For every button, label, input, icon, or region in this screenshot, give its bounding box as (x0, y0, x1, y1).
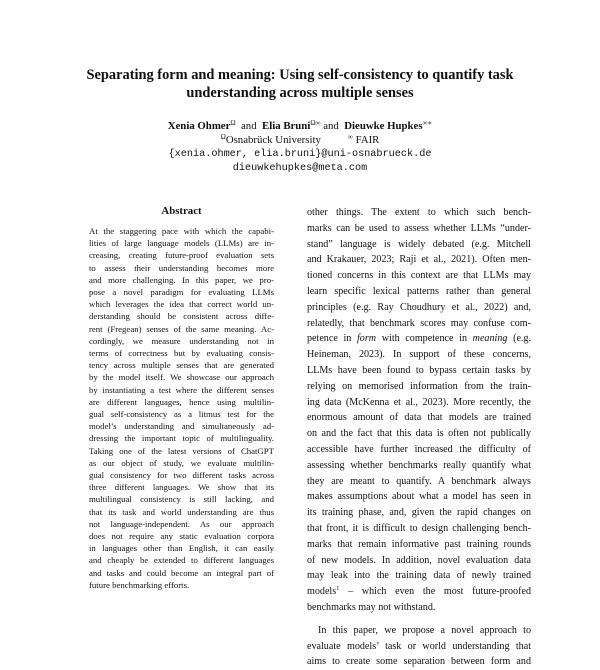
body-line: benchmarks may not withstand. (307, 601, 436, 613)
footnote-marker[interactable]: 1 (336, 585, 340, 593)
body-line: relying on memorised information from the train- (307, 380, 531, 392)
body-line: its training phase, and, given the rapid changes on (307, 507, 531, 519)
abstract-line: gual self-consistency as a litmus test for the (89, 409, 274, 420)
body-line: accessible have further increased the difficulty of (307, 443, 531, 455)
body-line: on and the fact that this data is often not publically (307, 428, 531, 440)
abstract-line: pose a novel paradigm for evaluating LLMs (89, 287, 274, 298)
body-line (307, 331, 531, 347)
abstract-line: does not require any static evaluation corpora (89, 531, 274, 542)
abstract-line: derstanding should be consistent across diffe- (89, 311, 274, 322)
body-line: principles (e.g. Ray Choudhury et al., 2022) and, (307, 301, 531, 313)
abstract-line: model’s understanding and simultaneously ad- (89, 421, 274, 432)
affiliation-mark: ∞ (347, 133, 353, 141)
abstract-line: cordingly, we measure understanding not in (89, 335, 274, 346)
body-line: evaluate models’ task or world understanding that (307, 640, 531, 652)
body-line: relatedly, that benchmark scores may confuse com- (307, 317, 531, 329)
and-connector: and (241, 120, 257, 132)
affiliation: Osnabrück University (225, 134, 321, 146)
abstract-line: to assess their understanding becomes more (89, 262, 274, 273)
affiliation-mark: Ω (220, 133, 226, 141)
author-mark: ∞∗ (422, 119, 433, 127)
body-text: – which even the most future-proofed (348, 586, 531, 598)
abstract-line: Taking one of the latest versions of ChatGPT (89, 445, 274, 456)
and-connector: and (323, 120, 339, 132)
body-line: that front, it is difficult to design challenging bench- (307, 522, 531, 534)
body-text: with competence in (381, 333, 467, 345)
author-mark: Ω∞ (310, 119, 321, 127)
email-line-2: dieuwkehupkes@meta.com (232, 163, 368, 174)
abstract-line: that its task and world understanding are thus (89, 506, 274, 517)
body-line: aims to create some separation between form and (307, 656, 531, 668)
abstract-line: which leverages the idea that correct world un- (89, 299, 274, 310)
body-line: other things. The extent to which such bench- (307, 207, 531, 218)
italic-term: meaning (472, 333, 508, 345)
body-text: (e.g. (513, 333, 532, 345)
abstract-line: and cheaply be extended to different languages (89, 555, 274, 566)
body-line: learn specific lexical patterns rather than general (307, 285, 531, 297)
email-line-1: {xenia.ohmer, elia.bruni}@uni-osnabrueck.de (168, 149, 432, 160)
author-name: Elia Bruni (262, 120, 311, 132)
abstract-line: rent (Fregean) senses of the same meaning. Ac- (89, 323, 274, 334)
affiliation: FAIR (355, 134, 380, 146)
body-line: ing data (McKenna et al., 2023). More recently, the (307, 396, 531, 408)
abstract-line: in languages other than English, it can easily (89, 543, 274, 554)
abstract-line: future benchmarking efforts. (89, 579, 190, 590)
body-line: makes assumptions about what a model has seen in (307, 491, 531, 503)
paragraph-gap (307, 616, 531, 623)
author-mark: Ω (230, 119, 236, 127)
abstract-body (89, 225, 274, 591)
author-name: Dieuwke Hupkes (344, 120, 423, 132)
body-line: may leak into the training data of newly trained (307, 570, 531, 582)
italic-term: form (356, 333, 377, 345)
body-line: marks can be used to assess whether LLMs “under- (307, 222, 531, 234)
affiliations (60, 134, 540, 147)
abstract-line: are different languages, hence using multilin- (89, 396, 274, 407)
title-line-2: understanding across multiple senses (186, 85, 414, 101)
abstract-line: dressing the important topic of multilinguality. (89, 433, 274, 444)
author-name: Xenia Ohmer (167, 120, 231, 132)
author-list (60, 120, 540, 133)
abstract-line: creasing, creating future-proof evaluation sets (89, 250, 274, 261)
abstract-line: At the staggering pace with which the capabi- (89, 226, 274, 236)
body-line: they are meant to quantify. A benchmark always (307, 475, 531, 487)
abstract-line: gual consistency for two different tasks across (89, 470, 274, 481)
abstract-line: and more challenging. In this paper, we pro- (89, 274, 274, 285)
abstract-line: three different languages. We show that its (89, 482, 274, 493)
abstract-line: not language-independent. As our approach (89, 518, 274, 529)
abstract-line: lities of large language models (LLMs) are in- (89, 238, 274, 249)
abstract-heading: Abstract (161, 205, 202, 217)
body-line: assessing whether benchmarks really quantify what (307, 459, 531, 471)
body-text: petence in (307, 333, 352, 345)
body-text: models (307, 586, 337, 598)
body-line: tioned concerns in this context are that LLMs may (307, 270, 531, 282)
abstract-line: tency across multiple senses that are generated (89, 360, 274, 371)
body-line: Heineman, 2023). In support of these concerns, (307, 349, 531, 361)
paper-title (60, 66, 540, 102)
body-line: and Krakauer, 2023; Raji et al., 2021). Often men- (307, 254, 531, 266)
abstract-line: by instantiating a test where the different senses (89, 384, 274, 395)
abstract-line: terms of correctness but by evaluating consis- (89, 348, 274, 359)
body-column (307, 205, 531, 670)
abstract-line: and tasks and could become an integral part of (89, 567, 274, 578)
body-line: stand” language is widely debated (e.g. Mitchell (307, 238, 531, 250)
body-line: In this paper, we propose a novel approach to (318, 624, 531, 636)
body-line: LLMs have been found to bypass certain tasks by (307, 364, 531, 376)
body-line (307, 584, 531, 600)
body-line: enormous amount of data that models are trained (307, 412, 531, 424)
body-line: marks that remain informative past training rounds (307, 538, 531, 550)
body-line: of new models. In addition, novel evaluation data (307, 554, 531, 566)
abstract-line: as our object of study, we evaluate multilin- (89, 457, 274, 468)
title-line-1: Separating form and meaning: Using self-consistency to quantify task (86, 67, 514, 83)
abstract-line: by the model itself. We showcase our approach (89, 372, 274, 383)
abstract-line: multilingual consistency is still lacking, and (89, 494, 274, 505)
